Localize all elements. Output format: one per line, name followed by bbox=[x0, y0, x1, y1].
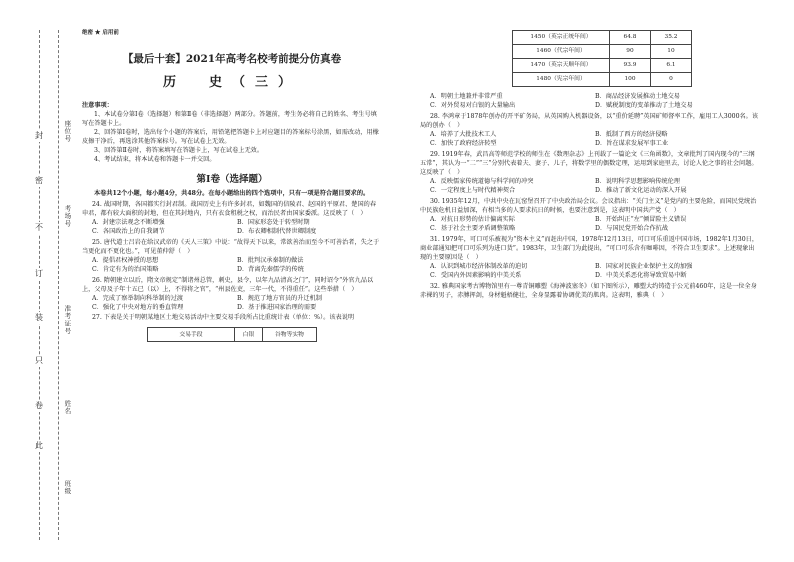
answer-option[interactable]: C．加快了政府经济转型 bbox=[430, 139, 497, 147]
table-cell: 1480（宪宗年间） bbox=[513, 73, 610, 87]
question bbox=[82, 277, 382, 313]
seal-line-outer bbox=[39, 30, 40, 540]
seal-char: 封 bbox=[35, 131, 43, 140]
answer-option[interactable]: A．提倡君权神授的思想 bbox=[92, 256, 159, 264]
answer-option[interactable]: B．抵制了西方的经济侵略 bbox=[595, 130, 668, 138]
table-row bbox=[513, 59, 692, 73]
table-cell: 1450（英宗正统年间） bbox=[513, 31, 610, 45]
answer-option[interactable]: A．明朝土地兼并非常严重 bbox=[430, 93, 503, 100]
secret-mark: 绝密 ★ 启用前 bbox=[82, 30, 119, 36]
question-stem: 31. 1979年，可口可乐被视为“资本主义”而赶出中国，1978年12月13日，可口可乐重返中国市场，1982年1月30日，商业部通知把可口可乐列为进口货”。1983年，卫生部门为此提出，“可口可乐含有咖啡因，不符合卫生要求”。上述现象出现的主要原因是（ ） bbox=[420, 235, 759, 261]
margin-field[interactable]: 姓名 bbox=[63, 400, 72, 415]
table-cell: 1470（英宗天顺年间） bbox=[513, 59, 610, 73]
question bbox=[82, 201, 382, 237]
seal-char: 密 bbox=[35, 176, 43, 185]
answer-option[interactable]: D．布衣卿相制代替世卿制度 bbox=[237, 227, 317, 235]
table-cell: 0 bbox=[651, 73, 692, 87]
table-row bbox=[513, 45, 692, 59]
seal-line-inner bbox=[58, 30, 59, 540]
answer-option[interactable]: A．封建宗法观念不断增强 bbox=[92, 218, 165, 226]
answer-option[interactable]: B．说明科学思想影响传统伦理 bbox=[595, 177, 680, 185]
answer-option[interactable]: C．各国政治上的自我调节 bbox=[92, 227, 165, 235]
seal-char: 此 bbox=[35, 441, 43, 450]
answer-option[interactable]: B．开始纠正“左”倾冒险主义错误 bbox=[595, 215, 687, 223]
table-cell: 35.2 bbox=[651, 31, 692, 45]
question-stem: 24. 战国时期，各国都实行封君制。战国历史上有许多封君，如魏国的信陵君、赵国的平原君、楚国的春申君，都有较大面积的封地，但在其封地内，只有衣食租税之权，而治民者由国家委派。这反映了（ ） bbox=[82, 200, 377, 217]
answer-option[interactable]: B．国家对民族企业保护主义的加强 bbox=[595, 262, 693, 270]
question-stem: 30. 1935年12月，中共中央在瓦窑堡召开了中央政治局会议。会议指出：“关门主义”是党内的主要危险，而国民党统治中民族危机日益加深，有相当多的人要求抗日的时候，也要注意到是，这表明中国共产党（ ） bbox=[420, 197, 757, 214]
question bbox=[420, 198, 760, 234]
answer-option[interactable]: C．对外贸易对白银的大量输出 bbox=[430, 101, 516, 109]
margin-field[interactable]: 班级 bbox=[63, 480, 72, 495]
question bbox=[420, 93, 760, 111]
option-list bbox=[420, 178, 760, 196]
answer-option[interactable]: B．规范了地方官员的升迁机制 bbox=[237, 294, 322, 302]
answer-option[interactable]: A．对抗日形势的估计偏离实际 bbox=[430, 215, 515, 223]
option-list bbox=[82, 219, 382, 237]
answer-option[interactable]: D．旨在谋求发展军事工业 bbox=[595, 139, 669, 147]
answer-option[interactable]: C．一定程度上与时代精神契合 bbox=[430, 186, 516, 194]
answer-option[interactable]: A．反映儒家传统道德与科学间的冲突 bbox=[430, 177, 534, 185]
table-cell: 93.9 bbox=[610, 59, 651, 73]
option-list bbox=[420, 131, 760, 149]
table-row bbox=[513, 31, 692, 45]
right-column bbox=[420, 30, 760, 301]
table-cell: 10 bbox=[651, 45, 692, 59]
question-stem: 28. 李鸿章于1878年创办的开平矿务局，从英国购入机器设备，以“重价延聘”英国矿师督率工作，雇用工人3000名。该局的创办（ ） bbox=[420, 112, 759, 129]
answer-option[interactable]: D．中美关系恶化将导致贸易中断 bbox=[595, 271, 687, 279]
question bbox=[420, 236, 760, 281]
exam-title: 【最后十套】2021年高考名校考前提分仿真卷 bbox=[122, 52, 342, 65]
answer-option[interactable]: D．赋税制度的变革推动了土地交易 bbox=[595, 101, 693, 109]
question bbox=[82, 239, 382, 275]
section-title: 第Ⅰ卷（选择题） bbox=[196, 173, 268, 185]
question bbox=[420, 283, 760, 301]
subject-title: 历 史（三） bbox=[162, 75, 301, 91]
seal-char: 只 bbox=[35, 356, 43, 365]
question-stem: 32. 雅典国家考古博物馆里有一尊青铜雕塑《海神波塞冬》（如下图所示），雕塑大约铸造于公元前460年，这是一位全身赤裸的男子，赤膊挥剑，身材魁梧健壮，全身显露着协调优美的肌肉。这表明，雅典（ ） bbox=[420, 282, 757, 299]
answer-option[interactable]: C．受国内外因素影响的中美关系 bbox=[430, 271, 522, 279]
question-stem: 26. 隋朝建立以后，隋文帝规定“制诸州总管，刺史，县令，以年九品清高之门”，同时诏令“外官九品以上，父母及子年十五已（以）上，不得将之官”，“州县佐吏，三年一代，不得重任”。这些举措（ ） bbox=[82, 276, 374, 293]
margin-field[interactable]: 考场号 bbox=[63, 205, 72, 228]
option-list bbox=[420, 216, 760, 234]
option-list bbox=[82, 295, 382, 313]
notes-heading: 注意事项： bbox=[82, 102, 113, 110]
question bbox=[420, 113, 760, 149]
answer-option[interactable]: C．肯定有为的治国策略 bbox=[92, 265, 159, 273]
answer-option[interactable]: C．强化了中央对地方的垂直管理 bbox=[92, 303, 184, 311]
answer-option[interactable]: B．商品经济发展推动土地交易 bbox=[595, 93, 680, 100]
option-list bbox=[82, 257, 382, 275]
notes-item: 4、考试结束，将本试卷和答题卡一并交回。 bbox=[94, 155, 216, 163]
answer-option[interactable]: D．基于推进国家治理的需要 bbox=[237, 303, 317, 311]
table-head-cell: 谷物等实物 bbox=[262, 328, 316, 342]
table-head-cell: 白银 bbox=[235, 328, 263, 342]
answer-option[interactable]: C．基于社会主要矛盾调整策略 bbox=[430, 224, 516, 232]
option-list bbox=[420, 263, 760, 281]
margin-field[interactable]: 座位号 bbox=[63, 120, 72, 143]
section-intro: 本卷共12个小题，每小题4分，共48分。在每小题给出的四个选项中，只有一项是符合题目要求的。 bbox=[94, 189, 370, 197]
answer-option[interactable]: A．认识到城市经济体制改革的迫切 bbox=[430, 262, 528, 270]
trade-table-header bbox=[147, 327, 317, 342]
left-questions bbox=[82, 201, 382, 324]
notes-item: 2、回答第Ⅰ卷时，选出每个小题的答案后，用铅笔把答题卡上对应题目的答案标号涂黑，如需改动，用橡皮擦干净后，再选涂其他答案标号。写在试卷上无效。 bbox=[82, 128, 379, 145]
question bbox=[420, 151, 760, 196]
table-cell: 100 bbox=[610, 73, 651, 87]
question-stem: 25. 唐代道士吕岩在给汉武帝的《天人三策》中说：“故得天下以来，常欲善治而至今不可善治者，失之于当更化而不更化也。”，可见董仲舒（ ） bbox=[82, 238, 380, 255]
seal-char: 装 bbox=[35, 313, 43, 322]
seal-char: 订 bbox=[35, 269, 43, 278]
option-list bbox=[420, 93, 760, 111]
notes-item: 1、本试卷分第Ⅰ卷（选择题）和第Ⅱ卷（非选择题）两部分。答题前，考生务必将自己的姓名、考生号填写在答题卡上。 bbox=[82, 111, 377, 127]
question-stem: 27. 下表是关于明朝某地区土地交易活动中主要交易手段所占比重统计表（单位：%）。该表说明 bbox=[92, 314, 355, 322]
answer-option[interactable]: B．批判汉承秦制的做法 bbox=[237, 256, 304, 264]
question bbox=[82, 314, 382, 323]
table-cell: 90 bbox=[610, 45, 651, 59]
answer-option[interactable]: D．推动了新文化运动的深入开展 bbox=[595, 186, 687, 194]
answer-option[interactable]: A．培养了大批技术工人 bbox=[430, 130, 497, 138]
answer-option[interactable]: D．与国民党开始合作抗战 bbox=[595, 224, 669, 232]
right-questions bbox=[420, 93, 760, 301]
margin-field[interactable]: 准考证号 bbox=[63, 305, 72, 335]
question-stem: 29. 1919年春，武昌高等师范学校的师生在《数理杂志》上刊载了一篇论文《三角函数》，文章批判了国内现今的“三纲五常”，其认为一“二”“三”分别代表着夫、妻子、儿子，将数学里的偶数定理，运用到家庭里去，讨论人伦之事的社会问题。这反映了（ ） bbox=[420, 150, 758, 176]
left-column bbox=[82, 30, 382, 342]
table-cell: 64.8 bbox=[610, 31, 651, 45]
table-cell: 6.1 bbox=[651, 59, 692, 73]
table-cell: 1460（代宗年间） bbox=[513, 45, 610, 59]
table-row bbox=[513, 73, 692, 87]
seal-char: 卷 bbox=[35, 401, 43, 410]
notes-item: 3、回答第Ⅱ卷时，将答案填写在答题卡上，写在试卷上无效。 bbox=[94, 146, 264, 154]
answer-option[interactable]: B．国家形态处于转型时期 bbox=[237, 218, 310, 226]
seal-char: 不 bbox=[35, 223, 43, 232]
trade-table bbox=[512, 30, 692, 87]
notes-block bbox=[82, 102, 382, 165]
answer-option[interactable]: D．背离先秦儒学的传统 bbox=[237, 265, 304, 273]
answer-option[interactable]: A．完成了察举制向科举制的过渡 bbox=[92, 294, 184, 302]
table-head-cell: 交易手段 bbox=[148, 328, 235, 342]
